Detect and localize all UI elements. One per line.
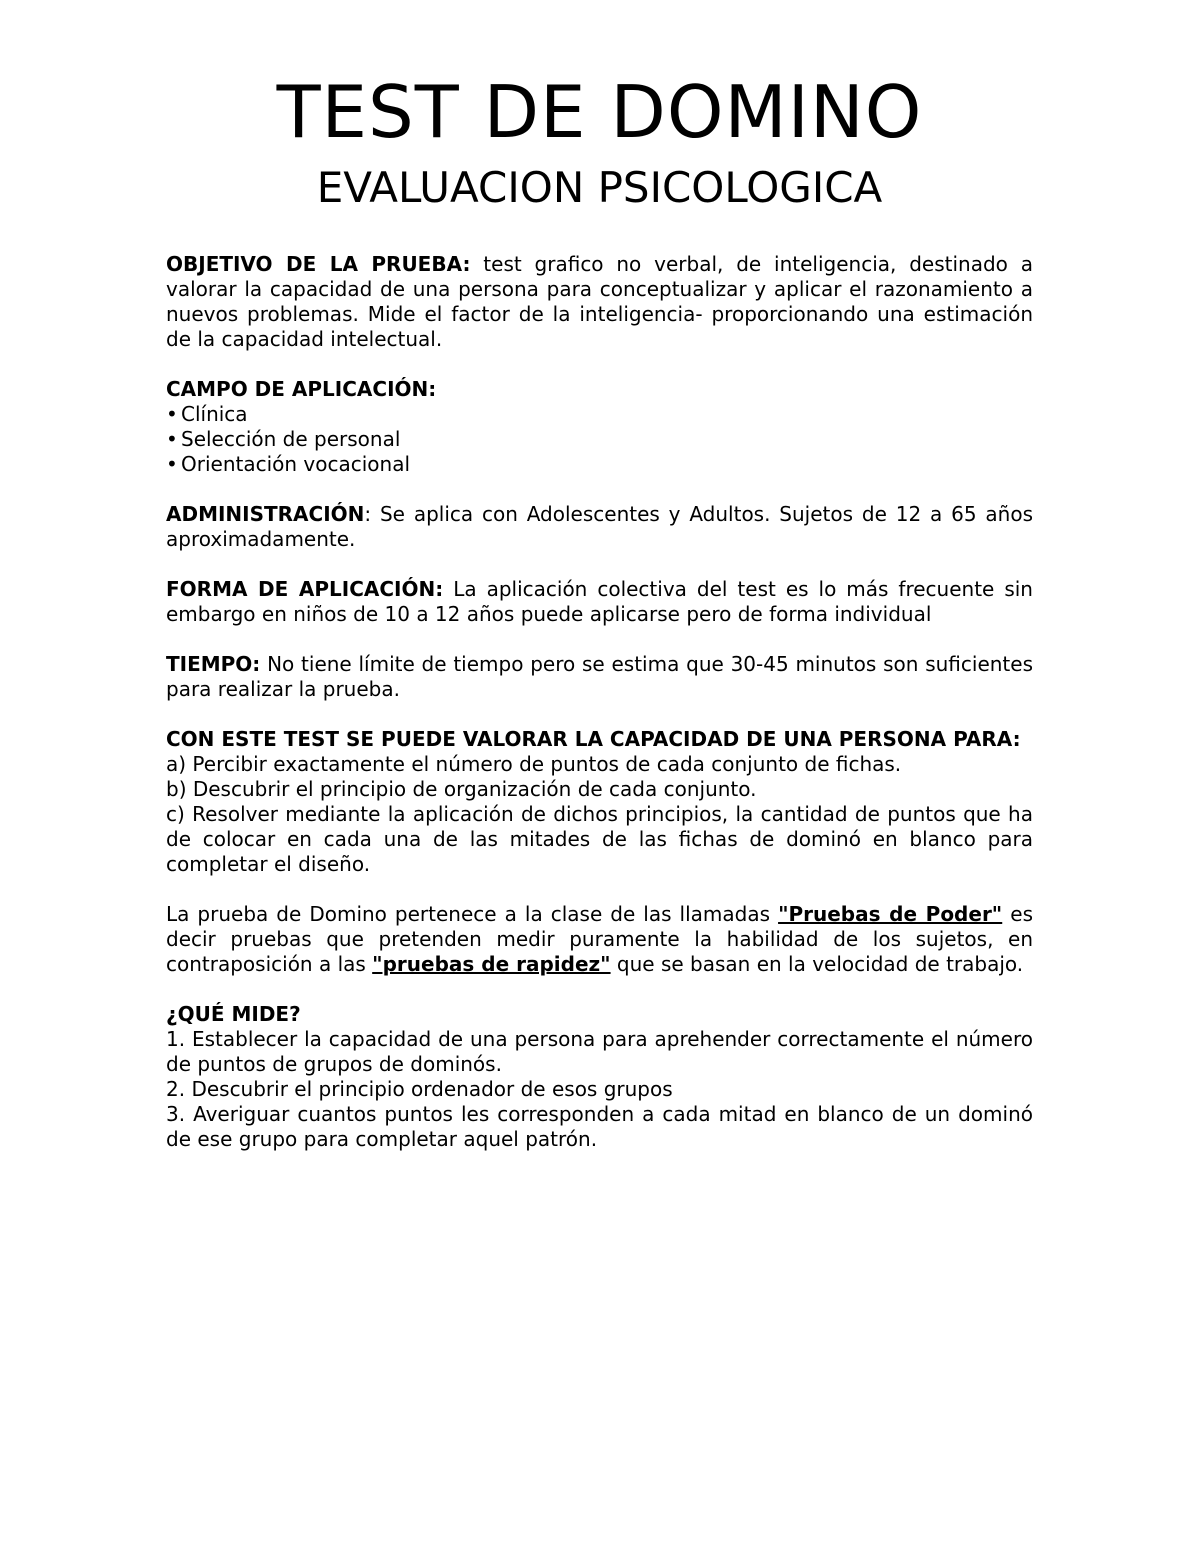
list-item: 3. Averiguar cuantos puntos les corresponden a cada mitad en blanco de un dominó de ese grupo para completar aquel patrón. (166, 1102, 1033, 1151)
mide-list (166, 1027, 1033, 1152)
mide-label: ¿QUÉ MIDE? (166, 1002, 301, 1026)
tiempo-label: TIEMPO: (166, 652, 261, 676)
term-pruebas-de-rapidez: "pruebas de rapidez" (372, 952, 611, 976)
list-item: c) Resolver mediante la aplicación de dichos principios, la cantidad de puntos que ha de colocar en cada una de las mitades de las fichas de dominó en blanco para completar el diseño. (166, 802, 1033, 876)
administracion-text: : Se aplica con Adolescentes y Adultos. Sujetos de 12 a 65 años aproximadamente. (166, 502, 1033, 551)
list-item: 1. Establecer la capacidad de una persona para aprehender correctamente el número de puntos de grupos de dominós. (166, 1027, 1033, 1076)
section-mide-heading (166, 1002, 1033, 1027)
campo-label: CAMPO DE APLICACIÓN: (166, 377, 437, 401)
section-campo-heading (166, 377, 1033, 402)
campo-list (166, 402, 1033, 477)
section-tiempo (166, 652, 1033, 702)
term-pruebas-de-poder: "Pruebas de Poder" (778, 902, 1003, 926)
bullet-icon: • (166, 452, 178, 476)
forma-label: FORMA DE APLICACIÓN: (166, 577, 444, 601)
valorar-list (166, 752, 1033, 877)
section-forma (166, 577, 1033, 627)
list-item: • Orientación vocacional (166, 452, 411, 476)
forma-text: La aplicación colectiva del test es lo más frecuente sin embargo en niños de 10 a 12 años puede aplicarse pero de forma individual (166, 577, 1033, 626)
objetivo-label: OBJETIVO DE LA PRUEBA: (166, 252, 471, 276)
document-body (166, 252, 1033, 1152)
bullet-icon: • (166, 427, 178, 451)
list-item: • Clínica (166, 402, 248, 426)
objetivo-text: test grafico no verbal, de inteligencia, destinado a valorar la capacidad de una persona para conceptualizar y aplicar el razonamiento a nuevos problemas. Mide el factor de la inteligencia- proporcionando una estimación de la capacidad intelectual. (166, 252, 1034, 351)
document-page (166, 70, 1033, 1177)
list-item: 2. Descubrir el principio ordenador de esos grupos (166, 1077, 673, 1101)
section-objetivo (166, 252, 1033, 352)
section-clase: La prueba de Domino pertenece a la clase de las llamadas "Pruebas de Poder" es decir pruebas que pretenden medir puramente la habilidad de los sujetos, en contraposición a las "pruebas de rapidez" que se basan en la velocidad de trabajo. (166, 902, 1033, 976)
bullet-icon: • (166, 402, 178, 426)
valorar-label: CON ESTE TEST SE PUEDE VALORAR LA CAPACIDAD DE UNA PERSONA PARA: (166, 727, 1021, 751)
administracion-label: ADMINISTRACIÓN (166, 502, 365, 526)
document-title: TEST DE DOMINO (276, 70, 923, 154)
list-item: b) Descubrir el principio de organización de cada conjunto. (166, 777, 757, 801)
document-subtitle: EVALUACION PSICOLOGICA (316, 163, 883, 212)
section-valorar-heading (166, 727, 1033, 752)
list-item: • Selección de personal (166, 427, 401, 451)
list-item: a) Percibir exactamente el número de puntos de cada conjunto de fichas. (166, 752, 902, 776)
section-administracion (166, 502, 1033, 552)
tiempo-text: No tiene límite de tiempo pero se estima que 30-45 minutos son suficientes para realizar la prueba. (166, 652, 1033, 701)
